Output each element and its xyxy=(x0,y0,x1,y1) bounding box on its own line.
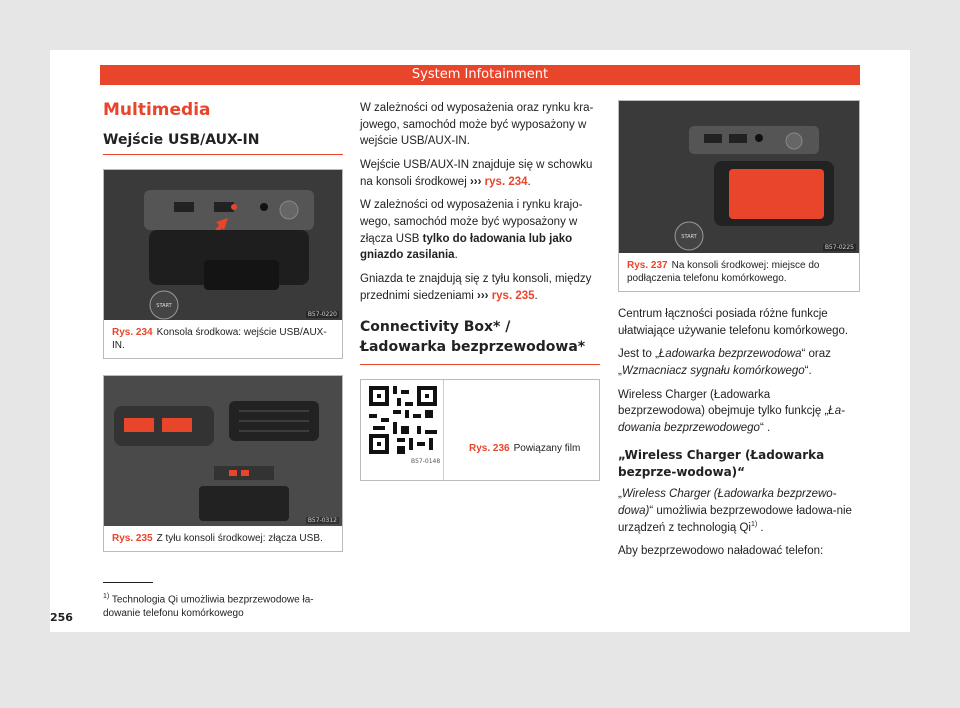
console-usb-photo xyxy=(104,170,342,320)
paragraph xyxy=(618,486,860,536)
paragraph-text: Wireless Charger (Ładowarka bezprzewodowa) obejmuje tylko funkcję „ xyxy=(618,388,829,418)
figure-caption xyxy=(461,436,601,461)
arrow-glyph: ››› xyxy=(469,175,482,188)
paragraph xyxy=(360,271,600,304)
paragraph-end: . xyxy=(757,521,764,534)
footnote xyxy=(103,592,348,621)
paragraph-end: . xyxy=(534,289,538,302)
paragraph: Centrum łączności posiada różne funkcje ułatwiające używanie telefonu komórkowego. xyxy=(618,308,849,337)
paragraph xyxy=(618,387,860,437)
figure-caption-text: Konsola środkowa: wejście USB/AUX-IN. xyxy=(112,327,327,351)
paragraph-text: Jest to „ xyxy=(618,348,659,361)
paragraph-end: . xyxy=(454,249,458,262)
figure-caption-text: Na konsoli środkowej: miejsce do podłączenia telefonu komórkowego. xyxy=(627,260,820,284)
console-usb-image xyxy=(104,170,342,320)
figure-number: Rys. 236 xyxy=(469,442,510,454)
figure-caption-text: Z tyłu konsoli środkowej: złącza USB. xyxy=(156,533,323,544)
figure-reference[interactable]: rys. 235 xyxy=(491,289,535,302)
paragraph: W zależności od wyposażenia oraz rynku kra-jowego, samochód może być wyposażony w wejście USB/AUX-IN. xyxy=(360,102,594,148)
figure-divider xyxy=(443,380,444,480)
left-column xyxy=(103,100,343,552)
arrow-glyph: ››› xyxy=(476,289,489,302)
connectivity-title: Connectivity Box* / Ładowarka bezprzewodowa* xyxy=(360,319,586,355)
middle-column xyxy=(360,100,600,481)
paragraph xyxy=(618,346,860,379)
wireless-charger-image xyxy=(619,101,859,253)
qr-code-icon xyxy=(369,386,437,454)
figure-number: Rys. 235 xyxy=(112,533,153,544)
figure-reference[interactable]: rys. 234 xyxy=(484,175,528,188)
wireless-charger-heading: „Wireless Charger (Ładowarka bezprze-wodowa)“ xyxy=(618,447,825,479)
right-column xyxy=(618,100,860,567)
footnote-rule xyxy=(103,582,153,583)
paragraph-text: W zależności od wyposażenia i rynku krajo-wego, samochód może być wyposażony w złącza USB xyxy=(360,199,583,245)
figure-235 xyxy=(103,375,343,552)
paragraph-text: “ oraz „ xyxy=(618,348,831,378)
paragraph-bold: tylko do ładowania lub jako gniazdo zasilania xyxy=(360,232,573,262)
paragraph-text: “ . xyxy=(759,422,771,435)
footnote-mark: 1) xyxy=(103,593,110,600)
paragraph-text: “ umożliwia bezprzewodowe ładowa-nie urządzeń z technologią Qi xyxy=(618,504,852,534)
paragraph-end: . xyxy=(527,175,531,188)
paragraph: Aby bezprzewodowo naładować telefon: xyxy=(618,545,824,558)
paragraph-italic: Ładowarka bezprzewodowa xyxy=(658,348,802,361)
paragraph xyxy=(360,157,600,190)
figure-237 xyxy=(618,100,860,292)
paragraph-text: „ xyxy=(618,488,622,501)
qr-code[interactable] xyxy=(369,386,437,454)
figure-code: B57-0312 xyxy=(307,517,337,524)
paragraph xyxy=(360,197,600,264)
rear-usb-photo xyxy=(104,376,342,526)
wireless-charger-photo xyxy=(619,101,859,253)
paragraph-italic: Ła-dowania bezprzewodowego xyxy=(618,405,845,435)
figure-caption xyxy=(619,253,859,291)
figure-number: Rys. 237 xyxy=(627,260,668,271)
figure-234 xyxy=(103,169,343,359)
paragraph-italic: Wzmacniacz sygnału komórkowego xyxy=(621,365,805,378)
section-title: Multimedia xyxy=(103,100,211,120)
rear-usb-image xyxy=(104,376,342,526)
footnote-text: Technologia Qi umożliwia bezprzewodowe ła-dowanie telefonu komórkowego xyxy=(103,594,314,620)
figure-code: B57-0148 xyxy=(411,457,441,465)
figure-236 xyxy=(360,379,600,481)
figure-caption xyxy=(104,526,342,551)
subsection-rule xyxy=(103,154,343,155)
page-header: System Infotainment xyxy=(100,65,860,85)
figure-code: B57-0220 xyxy=(307,311,337,318)
figure-caption-text: Powiązany film xyxy=(513,442,581,454)
svg-text:START: START xyxy=(681,234,697,240)
paragraph-text: Wejście USB/AUX-IN znajduje się w schowku na konsoli środkowej xyxy=(360,159,593,188)
page-number: 256 xyxy=(50,611,73,624)
connectivity-rule xyxy=(360,364,600,365)
subsection-title: Wejście USB/AUX-IN xyxy=(103,132,260,148)
paragraph-text: “. xyxy=(804,365,812,378)
figure-caption xyxy=(104,320,342,358)
paragraph-text: Gniazda te znajdują się z tyłu konsoli, między przednimi siedzeniami xyxy=(360,273,592,302)
paragraph-italic: Wireless Charger (Ładowarka bezprzewo-dowa) xyxy=(618,488,837,517)
footnote-marker[interactable]: 1) xyxy=(750,520,758,528)
svg-text:START: START xyxy=(156,303,172,309)
figure-number: Rys. 234 xyxy=(112,327,153,338)
figure-code: B57-0225 xyxy=(824,244,854,251)
